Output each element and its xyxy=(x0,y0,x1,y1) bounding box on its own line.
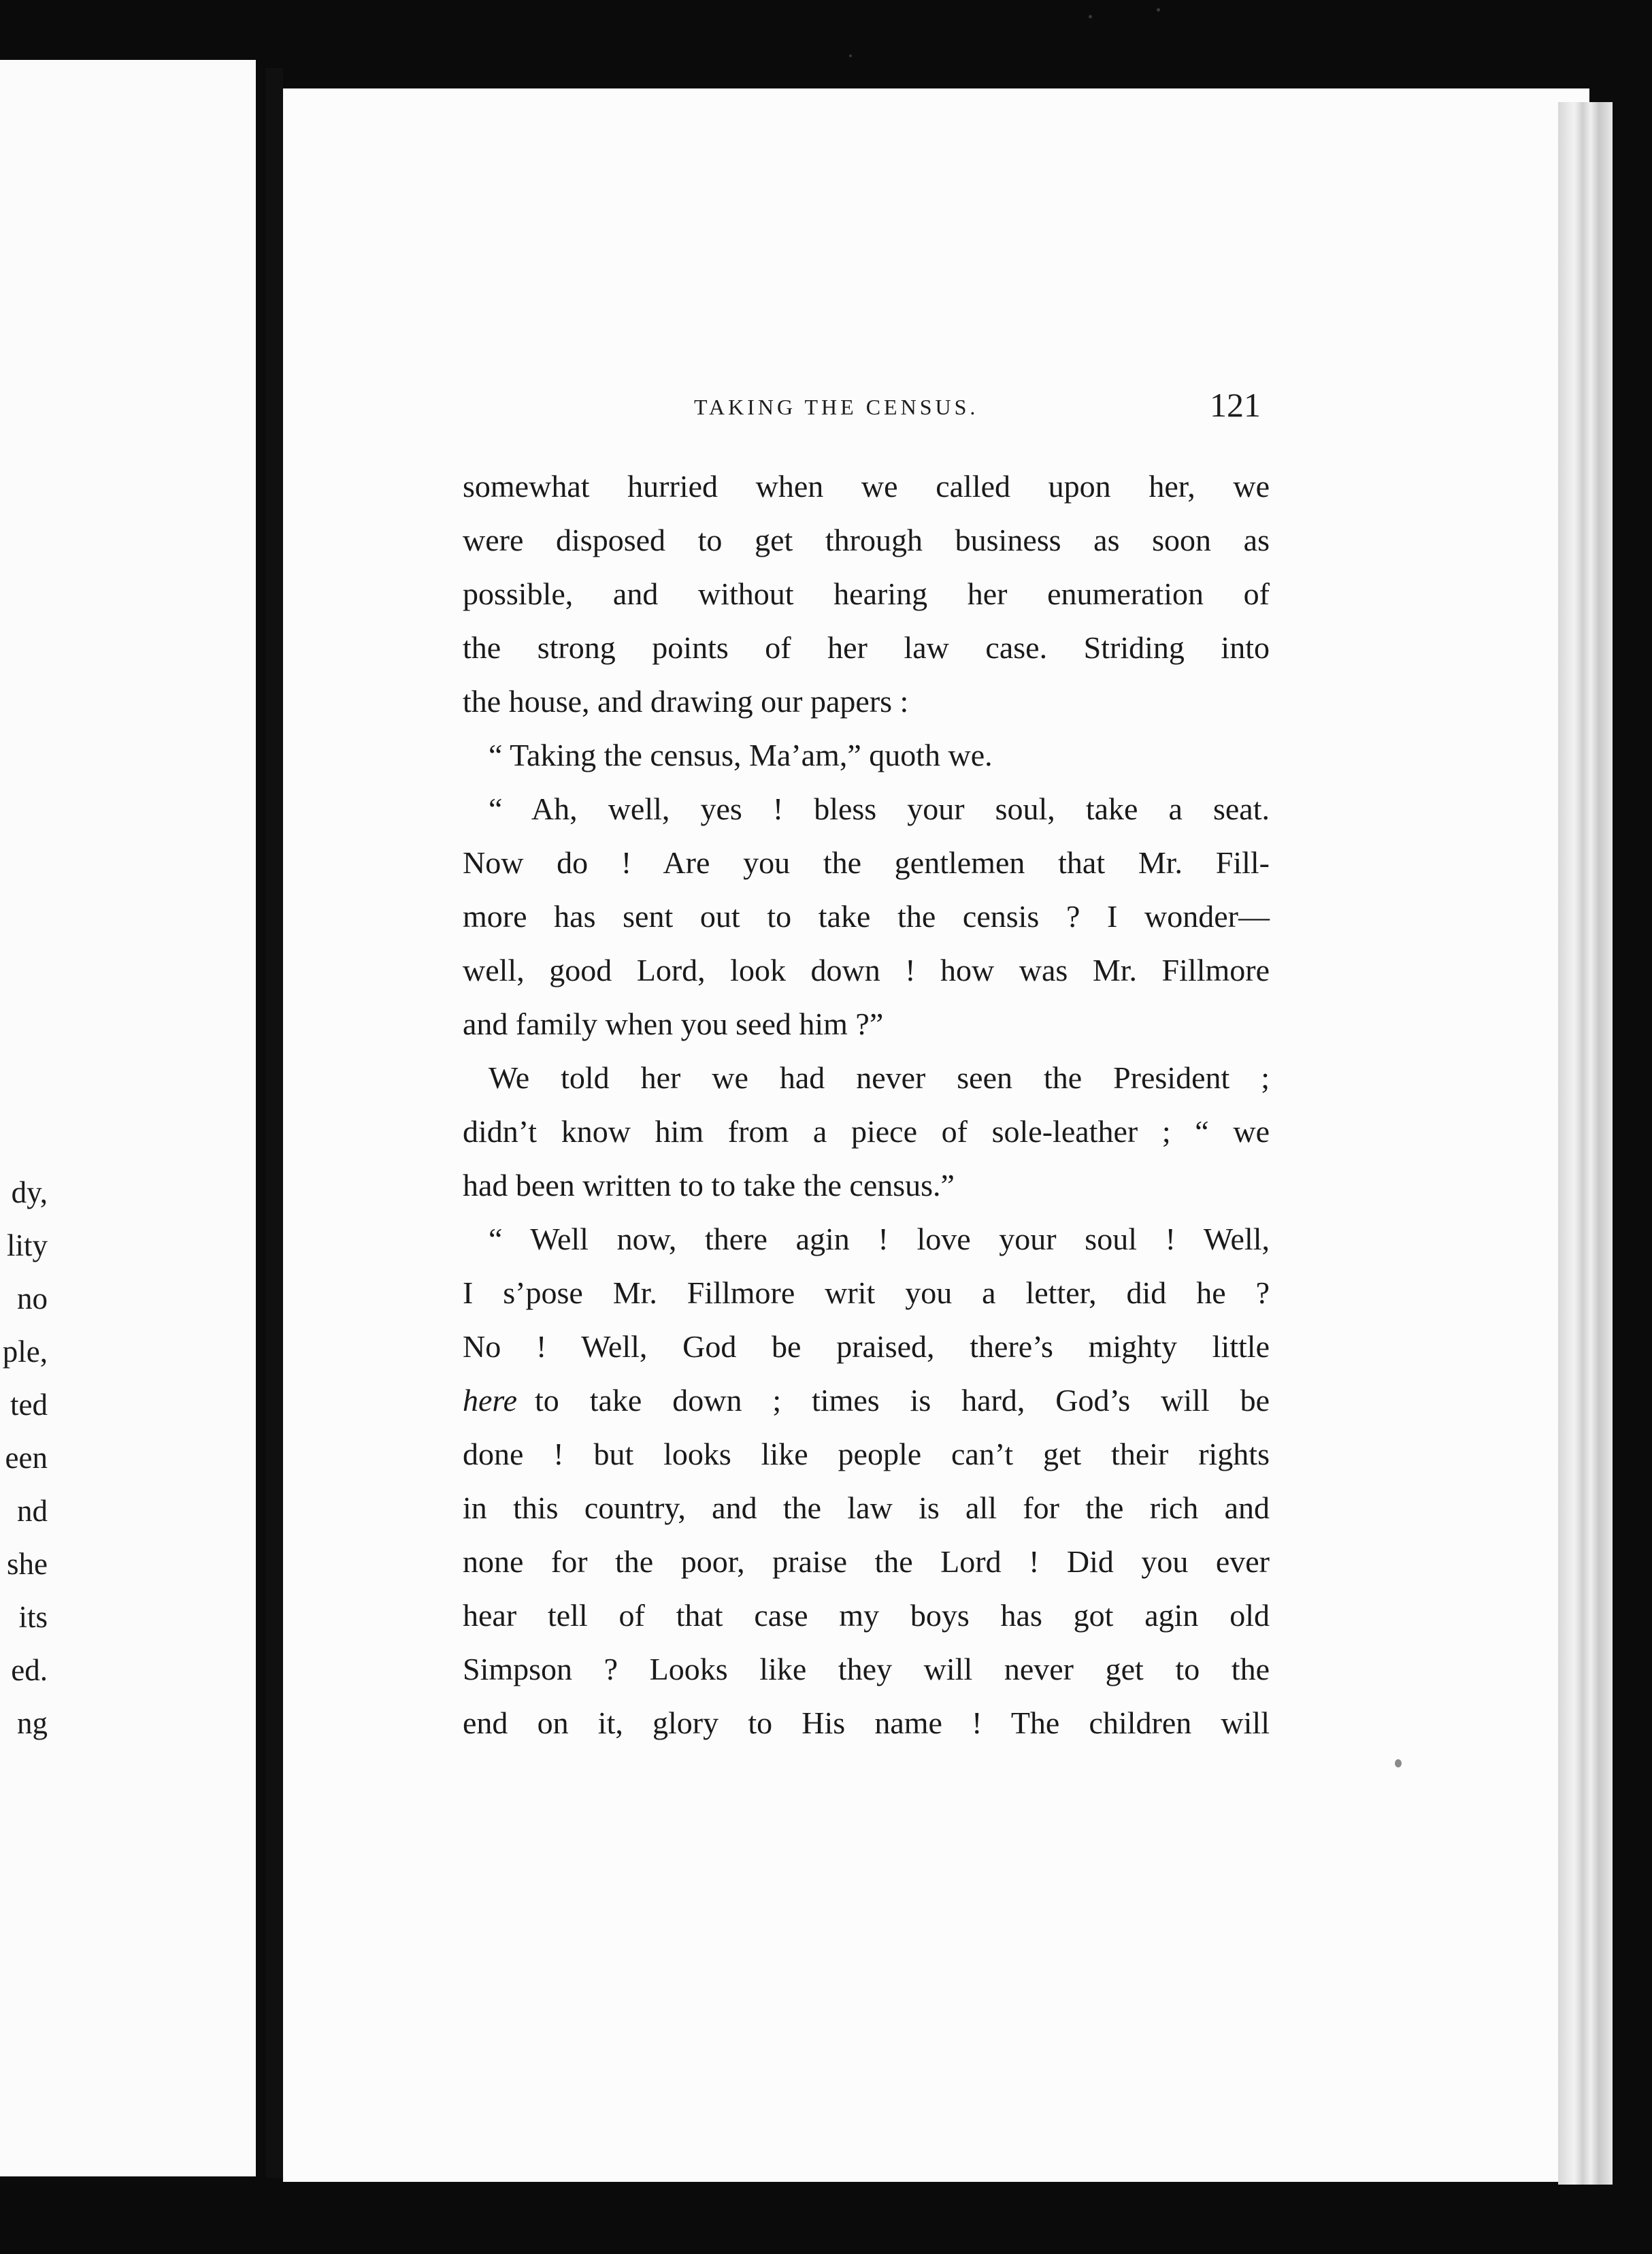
text-line: the strong points of her law case. Striding into xyxy=(463,630,1270,665)
facing-line: she xyxy=(7,1547,48,1581)
facing-line: nd xyxy=(17,1494,48,1528)
facing-page xyxy=(0,60,256,2176)
emphasized-word: here xyxy=(463,1383,518,1418)
text-line: possible, and without hearing her enumeration of xyxy=(463,576,1270,611)
text-line: didn’t know him from a piece of sole-leather ; “ we xyxy=(463,1114,1270,1149)
text-line: We told her we had never seen the President ; xyxy=(489,1060,1270,1095)
text-line: “ Taking the census, Ma’am,” quoth we. xyxy=(489,738,993,772)
text-line: had been written to to take the census.” xyxy=(463,1168,955,1203)
text-line: No ! Well, God be praised, there’s mighty little xyxy=(463,1329,1270,1364)
facing-line: ple, xyxy=(2,1335,48,1369)
text-line: and family when you seed him ?” xyxy=(463,1007,884,1041)
text-line: well, good Lord, look down ! how was Mr. Fillmore xyxy=(463,953,1270,987)
text-line: Simpson ? Looks like they will never get to the xyxy=(463,1652,1270,1686)
facing-line: ted xyxy=(10,1388,48,1422)
facing-line: no xyxy=(17,1281,48,1316)
text-line: I s’pose Mr. Fillmore writ you a letter, did he ? xyxy=(463,1275,1270,1310)
facing-line: ed. xyxy=(11,1653,48,1687)
page-number: 121 xyxy=(1210,386,1261,424)
text-line: in this country, and the law is all for the rich and xyxy=(463,1490,1270,1525)
text-line: Now do ! Are you the gentlemen that Mr. Fill- xyxy=(463,845,1270,880)
text-line: were disposed to get through business as soon as xyxy=(463,523,1270,557)
text-line: more has sent out to take the censis ? I wonder— xyxy=(463,899,1270,934)
facing-line: ng xyxy=(17,1706,48,1740)
running-head: TAKING THE CENSUS. xyxy=(694,395,979,419)
facing-line: its xyxy=(18,1600,48,1634)
text-line: somewhat hurried when we called upon her, we xyxy=(463,469,1270,504)
text-line: “ Well now, there agin ! love your soul ! Well, xyxy=(489,1222,1270,1256)
text-line: “ Ah, well, yes ! bless your soul, take a seat. xyxy=(489,791,1270,826)
text-line-rest: to take down ; times is hard, God’s will be xyxy=(535,1383,1270,1418)
text-line xyxy=(463,1385,1270,1416)
text-line: hear tell of that case my boys has got agin old xyxy=(463,1598,1270,1633)
page-edges xyxy=(1558,102,1613,2185)
text-line: the house, and drawing our papers : xyxy=(463,684,909,719)
facing-line: een xyxy=(5,1441,48,1475)
text-line: end on it, glory to His name ! The children will xyxy=(463,1705,1270,1740)
text-line: done ! but looks like people can’t get their rights xyxy=(463,1437,1270,1471)
text-line: none for the poor, praise the Lord ! Did you ever xyxy=(463,1544,1270,1579)
gutter-rule xyxy=(265,68,283,2178)
facing-line: dy, xyxy=(11,1175,48,1209)
facing-line: lity xyxy=(6,1228,48,1262)
